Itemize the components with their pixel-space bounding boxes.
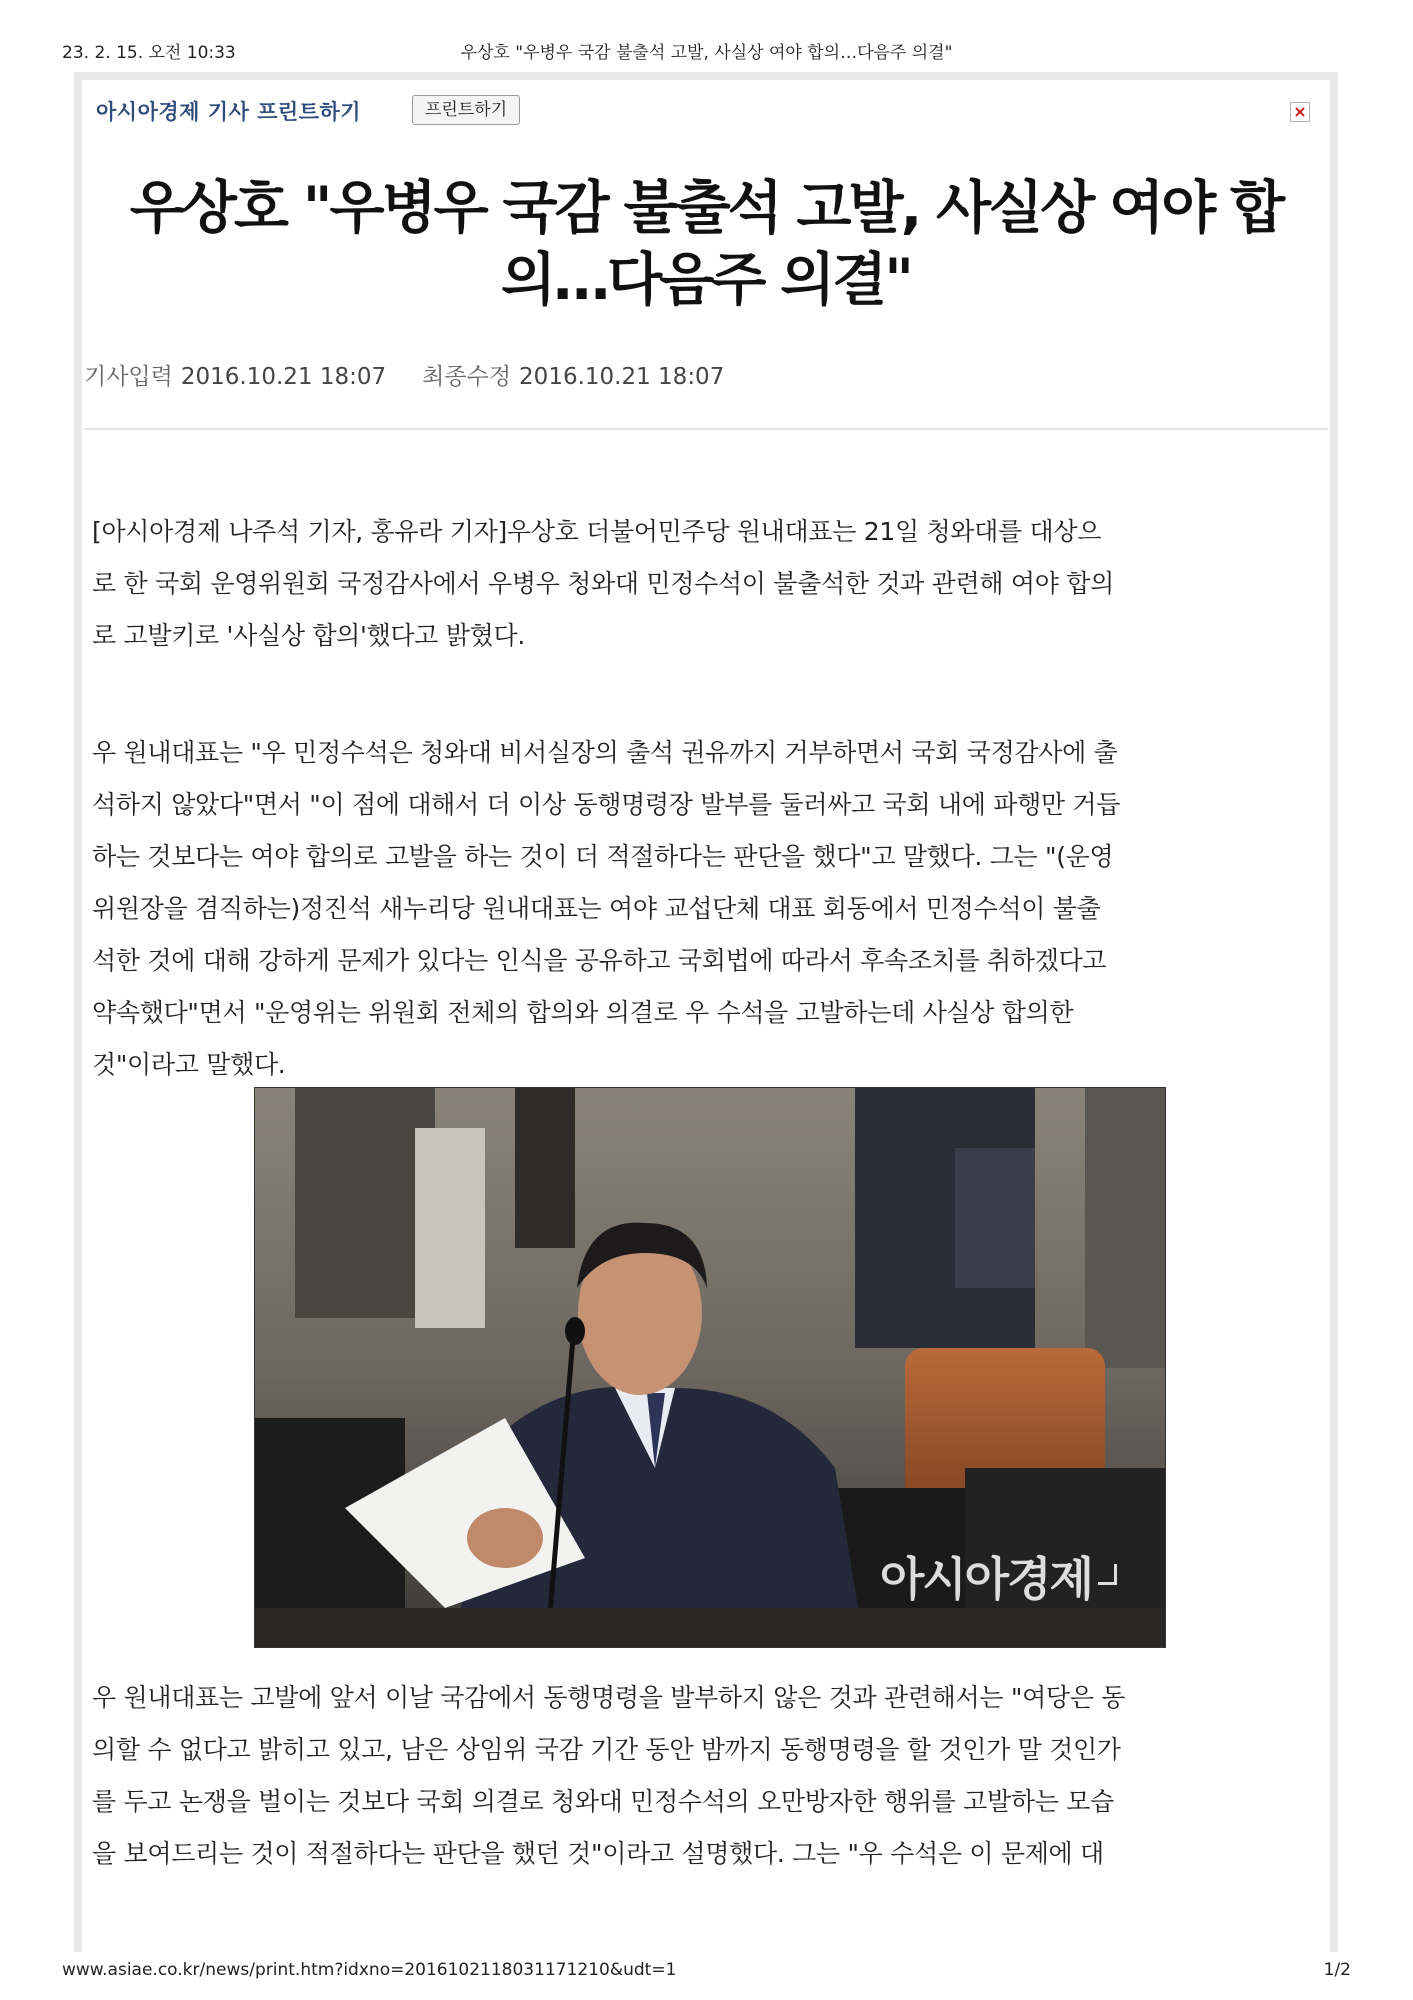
print-button[interactable]: 프린트하기	[412, 95, 520, 125]
article-frame	[74, 72, 1338, 1952]
headline-line-2: 의…다음주 의결"	[501, 247, 911, 313]
print-footer	[62, 1960, 1351, 1984]
close-icon[interactable]: ×	[1290, 102, 1310, 122]
published-label: 기사입력	[84, 364, 173, 390]
text-line: 약속했다"면서 "운영위는 위원회 전체의 합의와 의결로 우 수석을 고발하는데 사실상 합의한	[92, 998, 1074, 1027]
text-line: 우 원내대표는 고발에 앞서 이날 국감에서 동행명령을 발부하지 않은 것과 관련해서는 "여당은 동	[92, 1683, 1126, 1712]
watermark-text: 아시아경제	[879, 1552, 1092, 1606]
print-toolbar	[82, 80, 1330, 122]
modified-value: 2016.10.21 18:07	[519, 364, 725, 390]
headline-line-1: 우상호 "우병우 국감 불출석 고발, 사실상 여야 합	[129, 175, 1283, 241]
published-value: 2016.10.21 18:07	[180, 364, 387, 390]
print-url: www.asiae.co.kr/news/print.htm?idxno=2016102118031171210&udt=1	[62, 1960, 677, 1980]
divider	[84, 428, 1328, 430]
text-line: [아시아경제 나주석 기자, 홍유라 기자]우상호 더불어민주당 원내대표는 21일 청와대를 대상으	[92, 517, 1102, 546]
text-line: 위원장을 겸직하는)정진석 새누리당 원내대표는 여야 교섭단체 대표 회동에서 민정수석이 불출	[92, 894, 1101, 923]
page-number: 1/2	[1323, 1960, 1351, 1980]
article-headline	[112, 172, 1300, 316]
text-line: 석한 것에 대해 강하게 문제가 있다는 인식을 공유하고 국회법에 따라서 후속조치를 취하겠다고	[92, 946, 1107, 975]
text-line: 우 원내대표는 "우 민정수석은 청와대 비서실장의 출석 권유까지 거부하면서 국회 국정감사에 출	[92, 738, 1118, 767]
print-page-title: 우상호 "우병우 국감 불출석 고발, 사실상 여야 합의…다음주 의결"	[460, 43, 953, 63]
brand-label: 아시아경제 기사 프린트하기	[96, 100, 362, 124]
text-line: 것"이라고 말했다.	[92, 1050, 286, 1079]
text-line: 의할 수 없다고 밝히고 있고, 남은 상임위 국감 기간 동안 밤까지 동행명령을 할 것인가 말 것인가	[92, 1735, 1121, 1764]
article-paragraph	[92, 727, 1322, 1091]
text-line: 로 고발키로 '사실상 합의'했다고 밝혔다.	[92, 621, 525, 650]
text-line: 석하지 않았다"면서 "이 점에 대해서 더 이상 동행명령장 발부를 둘러싸고 국회 내에 파행만 거듭	[92, 790, 1121, 819]
print-datetime: 23. 2. 15. 오전 10:33	[62, 43, 236, 63]
modified-label: 최종수정	[422, 364, 512, 390]
article-paragraph	[92, 1672, 1322, 1880]
article-meta	[84, 358, 724, 391]
photo-watermark	[880, 1543, 1117, 1609]
text-line: 로 한 국회 운영위원회 국정감사에서 우병우 청와대 민정수석이 불출석한 것과 관련해 여야 합의	[92, 569, 1114, 598]
text-line: 을 보여드리는 것이 적절하다는 판단을 했던 것"이라고 설명했다. 그는 "우 수석은 이 문제에 대	[92, 1839, 1104, 1868]
article-photo	[254, 1087, 1166, 1648]
article-paragraph	[92, 506, 1322, 662]
print-header	[62, 38, 1351, 62]
text-line: 하는 것보다는 여야 합의로 고발을 하는 것이 더 적절하다는 판단을 했다"고 말했다. 그는 "(운영	[92, 842, 1114, 871]
text-line: 를 두고 논쟁을 벌이는 것보다 국회 의결로 청와대 민정수석의 오만방자한 행위를 고발하는 모습	[92, 1787, 1114, 1816]
